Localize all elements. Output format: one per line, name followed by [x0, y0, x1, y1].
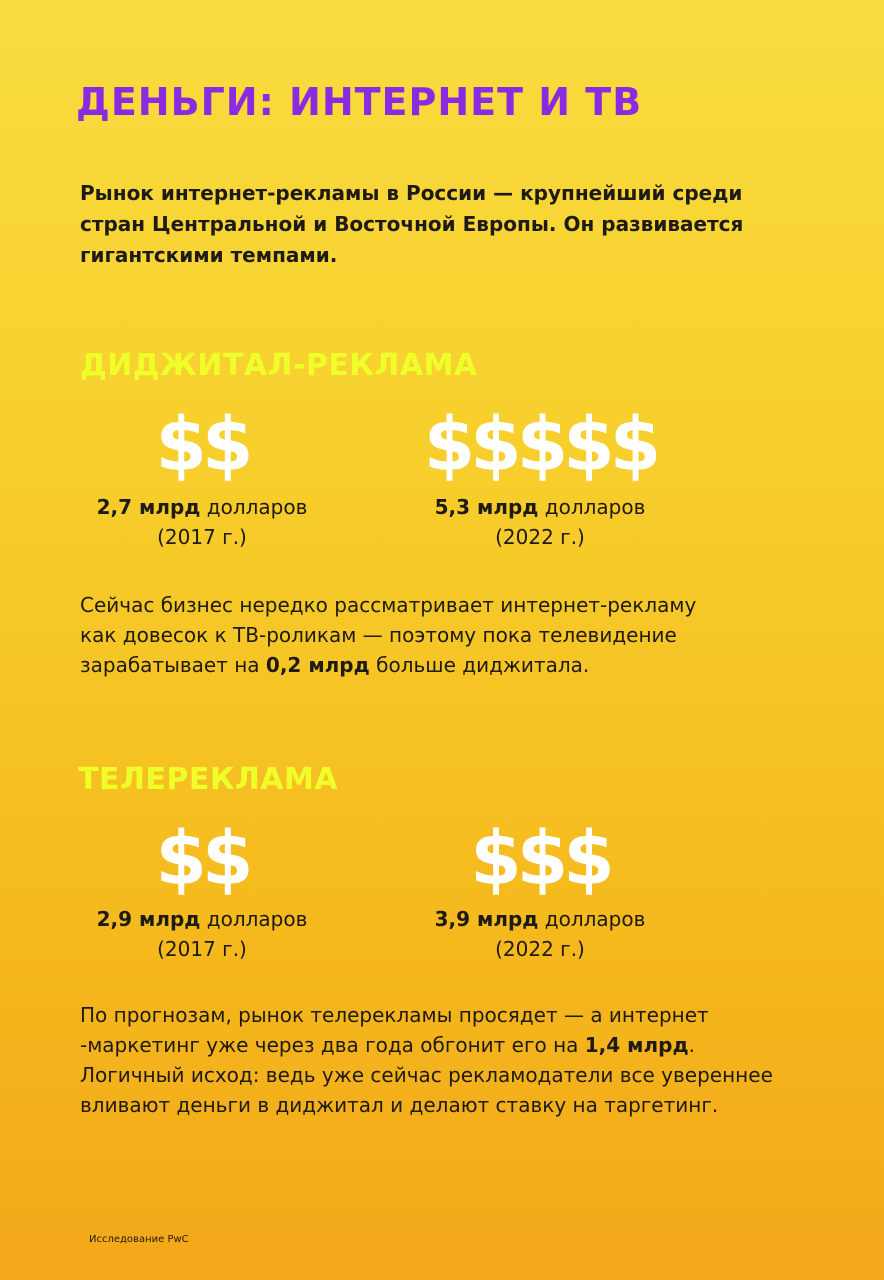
page-title: ДЕНЬГИ: ИНТЕРНЕТ И ТВ	[76, 80, 643, 124]
digital-stat-2017	[52, 492, 352, 552]
intro-line: стран Центральной и Восточной Европы. Он развивается	[80, 212, 744, 236]
dollar-icon: $$	[155, 816, 249, 902]
paragraph-line: больше диджитала.	[369, 653, 590, 677]
highlight-value: 0,2 млрд	[265, 653, 370, 677]
stat-amount: 2,9 млрд	[96, 907, 201, 931]
tv-stat-2017	[52, 904, 352, 964]
source-caption: Исследование PwC	[89, 1234, 189, 1245]
tv-paragraph	[80, 1000, 860, 1120]
digital-stat-2022	[390, 492, 690, 552]
dollar-icon: $$	[155, 402, 249, 488]
paragraph-line: как довесок к ТВ-роликам — поэтому пока телевидение	[80, 623, 677, 647]
paragraph-line: По прогнозам, рынок телерекламы просядет — а интернет	[80, 1003, 709, 1027]
stat-amount: 2,7 млрд	[96, 495, 201, 519]
paragraph-line: -маркетинг уже через два года обгонит его на	[80, 1033, 585, 1057]
stat-unit: долларов	[200, 907, 308, 931]
paragraph-line: вливают деньги в диджитал и делают ставку на таргетинг.	[80, 1093, 719, 1117]
paragraph-line: Логичный исход: ведь уже сейчас рекламодатели все увереннее	[80, 1063, 773, 1087]
dollar-icon: $$$$$	[423, 402, 657, 488]
paragraph-line: зарабатывает на	[80, 653, 266, 677]
stat-year: (2017 г.)	[157, 937, 247, 961]
dollar-icon: $$$	[470, 816, 610, 902]
intro-text	[80, 178, 840, 271]
stat-year: (2017 г.)	[157, 525, 247, 549]
stat-amount: 3,9 млрд	[434, 907, 539, 931]
stat-unit: долларов	[200, 495, 308, 519]
digital-paragraph	[80, 590, 860, 680]
intro-line: Рынок интернет-рекламы в России — крупнейший среди	[80, 181, 743, 205]
paragraph-line: .	[688, 1033, 695, 1057]
digital-heading: ДИДЖИТАЛ-РЕКЛАМА	[80, 348, 478, 383]
stat-unit: долларов	[538, 907, 646, 931]
stat-year: (2022 г.)	[495, 937, 585, 961]
paragraph-line: Сейчас бизнес нередко рассматривает интернет-рекламу	[80, 593, 697, 617]
stat-unit: долларов	[538, 495, 646, 519]
intro-line: гигантскими темпами.	[80, 243, 338, 267]
stat-year: (2022 г.)	[495, 525, 585, 549]
tv-stat-2022	[390, 904, 690, 964]
tv-heading: ТЕЛЕРЕКЛАМА	[78, 762, 339, 797]
stat-amount: 5,3 млрд	[434, 495, 539, 519]
highlight-value: 1,4 млрд	[584, 1033, 689, 1057]
